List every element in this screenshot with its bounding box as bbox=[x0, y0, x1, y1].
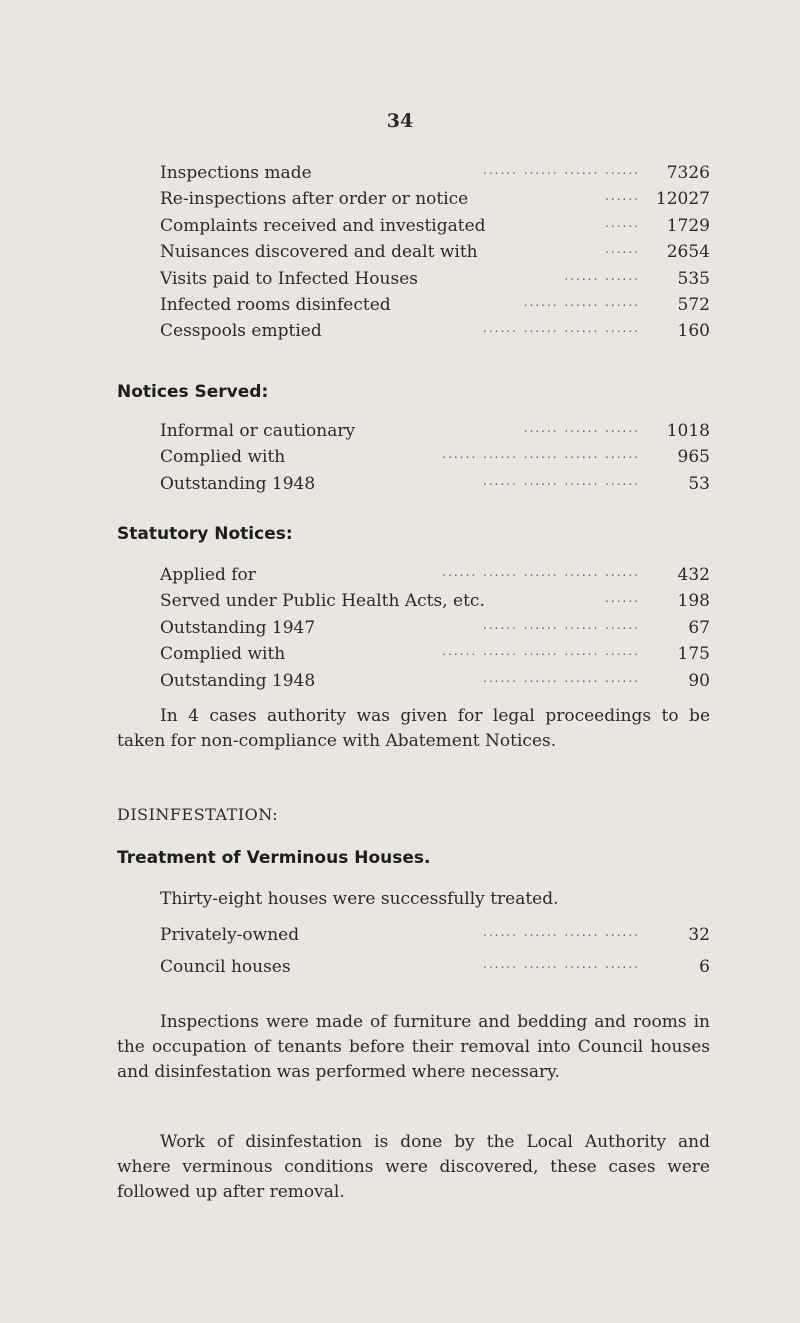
statistic-value: 12027 bbox=[655, 189, 710, 210]
leader-dots: ...... ...... ...... ...... bbox=[483, 670, 640, 685]
leader-dots: ...... bbox=[605, 215, 640, 230]
statistic-label: Applied for bbox=[160, 565, 256, 585]
statistic-label: Cesspools emptied bbox=[160, 321, 322, 342]
leader-dots: ...... ...... ...... ...... ...... bbox=[442, 644, 640, 659]
statistic-value: 198 bbox=[677, 591, 710, 612]
leader-dots: ...... ...... ...... ...... bbox=[483, 925, 640, 939]
statistic-label: Informal or cautionary bbox=[160, 421, 356, 441]
statistic-value: 67 bbox=[688, 617, 710, 638]
general-statistics-list bbox=[160, 160, 710, 345]
statistic-label: Outstanding 1947 bbox=[160, 617, 316, 638]
leader-dots: ...... ...... ...... ...... bbox=[483, 957, 640, 971]
statistic-label: Visits paid to Infected Houses bbox=[160, 268, 418, 289]
statistic-value: 160 bbox=[677, 321, 710, 342]
statistic-value: 53 bbox=[688, 473, 710, 494]
statistic-value: 6 bbox=[699, 957, 710, 977]
statistic-value: 1018 bbox=[666, 421, 710, 441]
leader-dots: ...... ...... bbox=[564, 268, 640, 283]
statistic-value: 572 bbox=[677, 294, 710, 315]
statistic-label: Outstanding 1948 bbox=[160, 670, 316, 691]
statistic-value: 1729 bbox=[666, 215, 710, 236]
statistic-value: 90 bbox=[688, 670, 710, 691]
statistic-label: Complied with bbox=[160, 644, 286, 665]
section-heading-verminous-houses: Treatment of Verminous Houses. bbox=[117, 848, 431, 868]
disinfestation-work-paragraph: Work of disinfestation is done by the Local Authority and where verminous conditions were discovered, these cases were followed up after removal. bbox=[117, 1132, 710, 1202]
disinfestation-heading: DISINFESTATION: bbox=[117, 805, 279, 824]
leader-dots: ...... ...... ...... ...... bbox=[483, 321, 640, 336]
statistic-value: 7326 bbox=[666, 163, 710, 183]
statistic-value: 32 bbox=[688, 925, 710, 945]
statutory-notices-list bbox=[160, 562, 710, 694]
leader-dots: ...... ...... ...... bbox=[523, 421, 640, 435]
statistic-label: Outstanding 1948 bbox=[160, 473, 316, 494]
statistic-label: Council houses bbox=[160, 957, 291, 977]
leader-dots: ...... ...... ...... ...... ...... bbox=[442, 565, 640, 579]
statistic-row bbox=[160, 954, 710, 986]
inspections-paragraph: Inspections were made of furniture and bedding and rooms in the occupation of tenants before their removal into Council houses and disinfestation was performed where necessary. bbox=[117, 1012, 710, 1082]
statistic-value: 965 bbox=[677, 447, 710, 468]
notices-served-list bbox=[160, 418, 710, 497]
section-heading-notices-served: Notices Served: bbox=[117, 382, 269, 402]
leader-dots: ...... ...... ...... ...... ...... bbox=[442, 447, 640, 462]
statistic-label: Inspections made bbox=[160, 163, 312, 183]
leader-dots: ...... bbox=[605, 242, 640, 257]
statistic-value: 2654 bbox=[666, 242, 710, 263]
leader-dots: ...... bbox=[605, 189, 640, 204]
leader-dots: ...... ...... ...... ...... bbox=[483, 163, 640, 177]
statistic-value: 432 bbox=[677, 565, 710, 585]
statistic-label: Re-inspections after order or notice bbox=[160, 189, 469, 210]
statistic-row bbox=[160, 922, 710, 954]
statistic-label: Complaints received and investigated bbox=[160, 215, 486, 236]
page-number: 34 bbox=[386, 110, 414, 132]
leader-dots: ...... ...... ...... ...... bbox=[483, 473, 640, 488]
treated-houses-sentence: Thirty-eight houses were successfully treated. bbox=[160, 889, 559, 909]
statistic-label: Infected rooms disinfected bbox=[160, 294, 391, 315]
leader-dots: ...... ...... ...... ...... bbox=[483, 617, 640, 632]
statistic-label: Complied with bbox=[160, 447, 286, 468]
statistic-row bbox=[160, 318, 710, 344]
statistic-label: Nuisances discovered and dealt with bbox=[160, 242, 478, 263]
statistic-value: 535 bbox=[677, 268, 710, 289]
statistic-row bbox=[160, 668, 710, 694]
statistic-label: Privately-owned bbox=[160, 925, 300, 945]
leader-dots: ...... ...... ...... bbox=[523, 294, 640, 309]
statistic-value: 175 bbox=[677, 644, 710, 665]
verminous-houses-list bbox=[160, 922, 710, 986]
section-heading-statutory-notices: Statutory Notices: bbox=[117, 524, 293, 544]
legal-proceedings-paragraph: In 4 cases authority was given for legal proceedings to be taken for non-compliance with Abatement Notices. bbox=[117, 706, 710, 751]
statistic-label: Served under Public Health Acts, etc. bbox=[160, 591, 485, 612]
statistic-row bbox=[160, 471, 710, 497]
leader-dots: ...... bbox=[605, 591, 640, 606]
